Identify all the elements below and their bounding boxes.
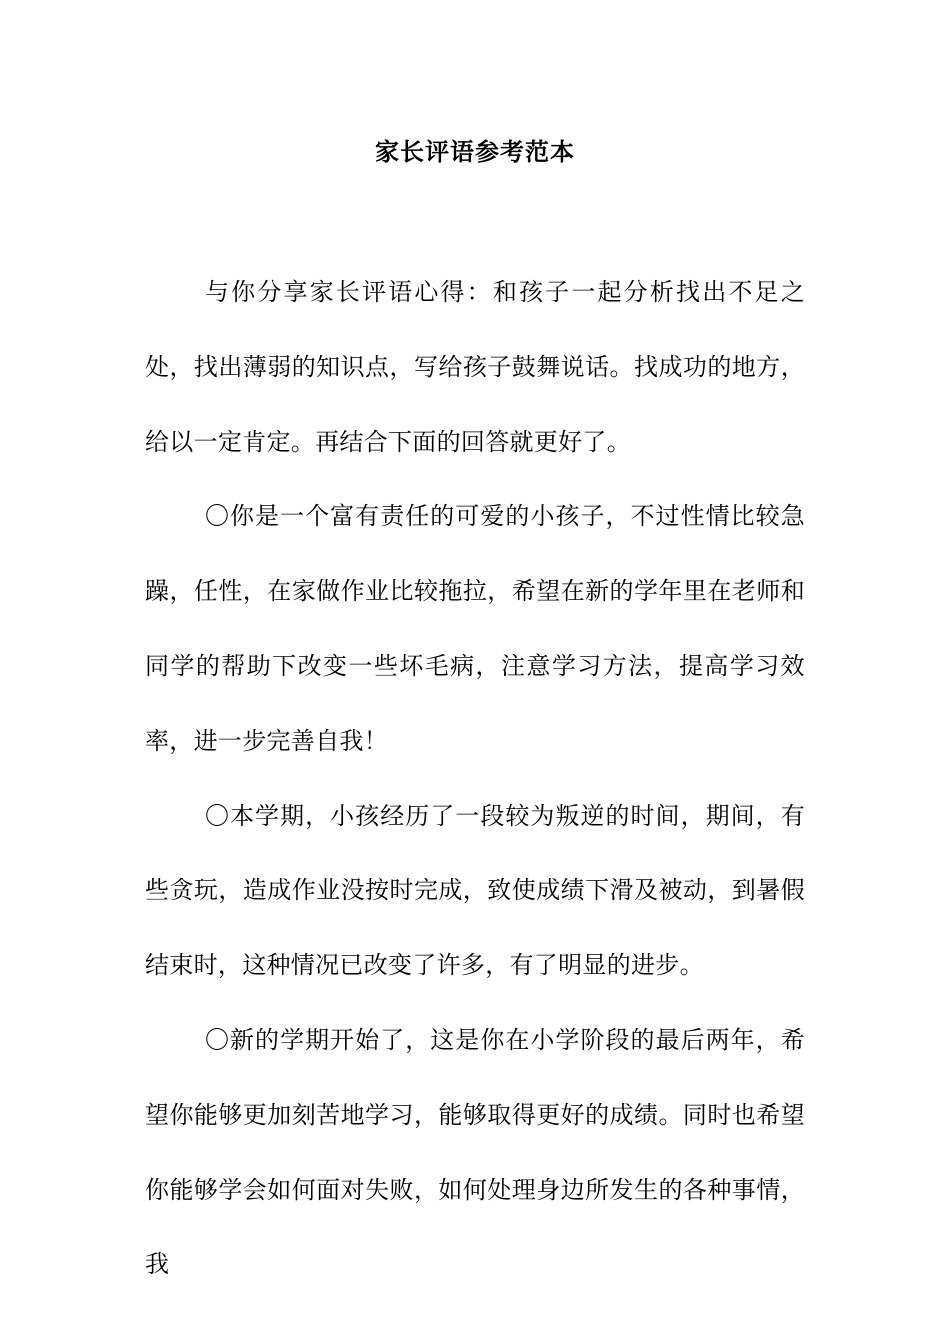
document-title: 家长评语参考范本	[375, 137, 575, 166]
paragraph-comment-3: 〇新的学期开始了，这是你在小学阶段的最后两年，希望你能够更加刻苦地学习，能够取得更好的成绩。同时也希望你能够学会如何面对失败，如何处理身边所发生的各种事情，我	[145, 1025, 805, 1279]
paragraph-comment-1: 〇你是一个富有责任的可爱的小孩子，不过性情比较急躁，任性，在家做作业比较拖拉，希望在新的学年里在老师和同学的帮助下改变一些坏毛病，注意学习方法，提高学习效率，进一步完善自我！	[145, 502, 805, 755]
paragraph-intro: 与你分享家长评语心得：和孩子一起分析找出不足之处，找出薄弱的知识点，写给孩子鼓舞说话。找成功的地方，给以一定肯定。再结合下面的回答就更好了。	[145, 278, 805, 456]
document-body	[145, 255, 805, 1302]
paragraph-comment-2: 〇本学期，小孩经历了一段较为叛逆的时间，期间，有些贪玩，造成作业没按时完成，致使成绩下滑及被动，到暑假结束时，这种情况已改变了许多，有了明显的进步。	[145, 801, 805, 980]
